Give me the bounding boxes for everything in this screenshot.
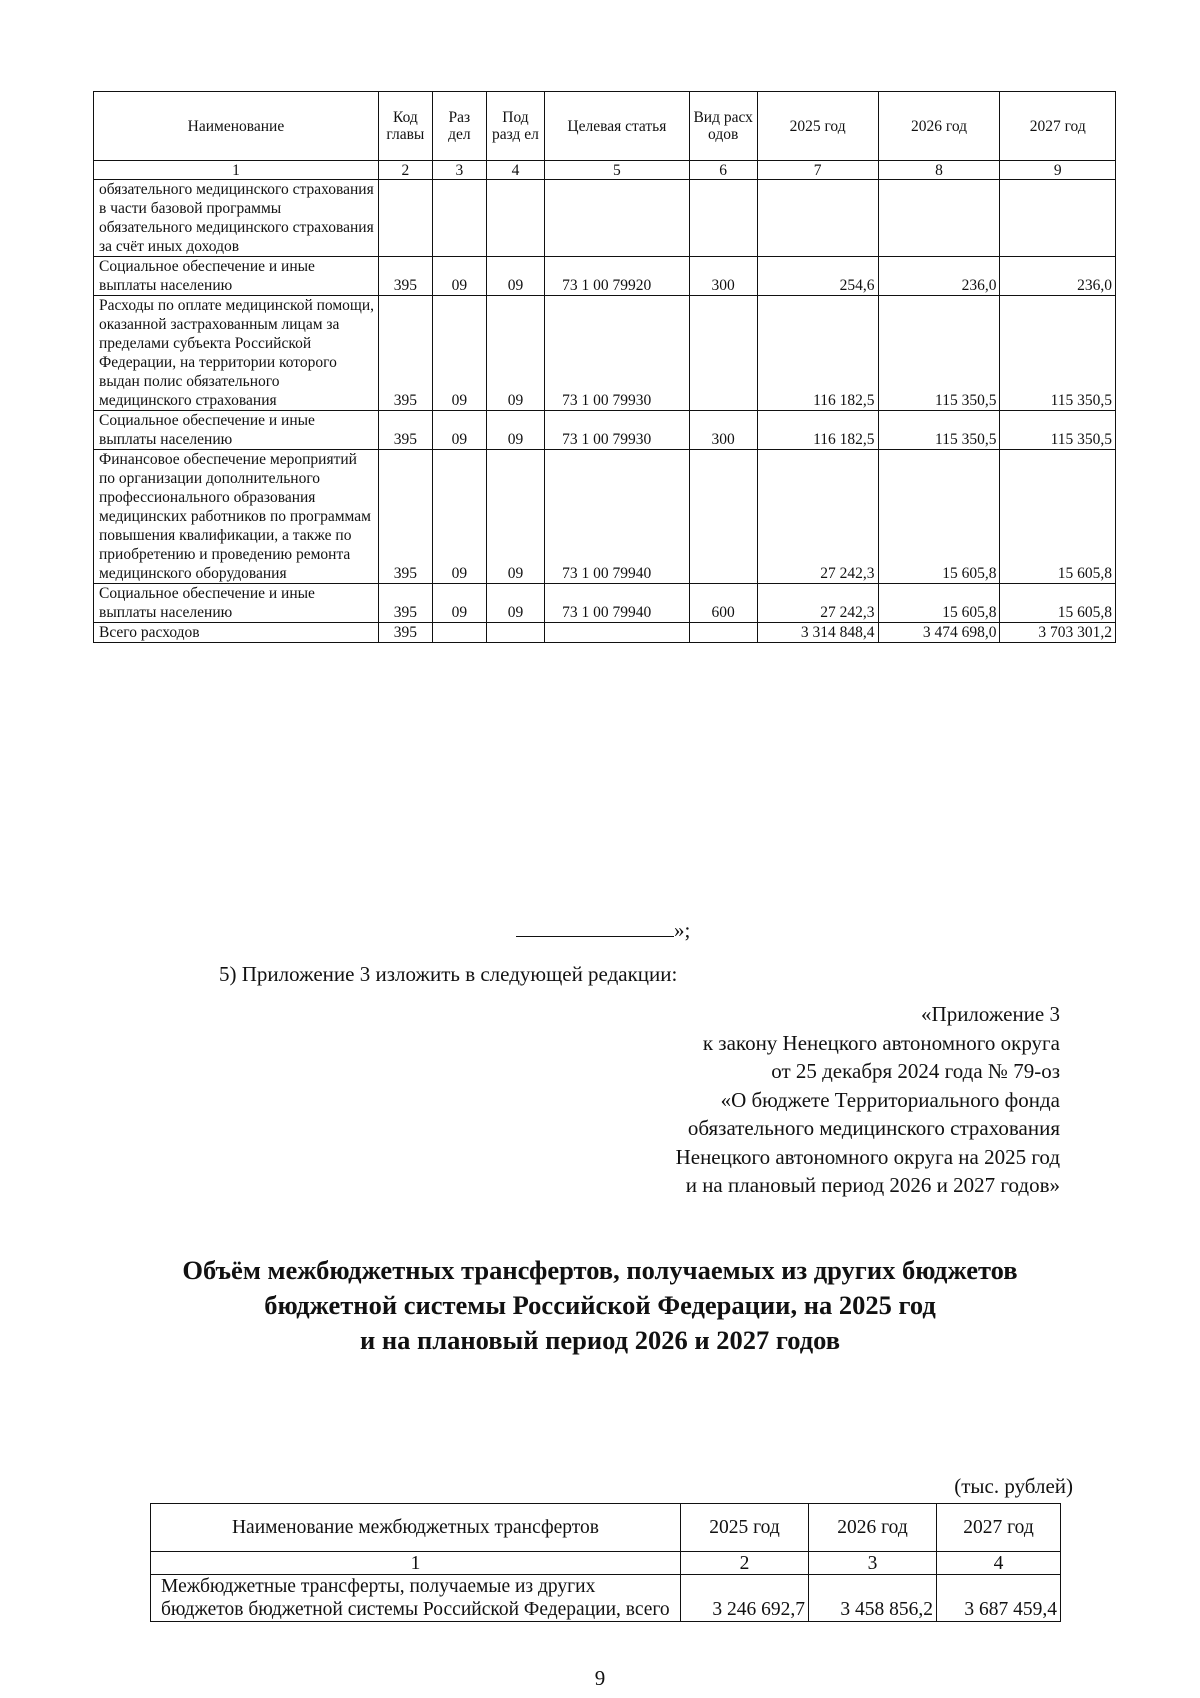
row-podrazdel: 09 [486,411,544,450]
col-num: 4 [937,1552,1061,1575]
header-2025: 2025 год [757,92,878,161]
row-razdel [432,623,486,643]
row-statya [545,623,690,643]
row-vid [689,296,757,411]
table-row [94,257,1116,296]
row-vid: 300 [689,257,757,296]
row-kod: 395 [378,296,432,411]
separator-line [516,918,674,937]
row-razdel: 09 [432,411,486,450]
appendix-line: «О бюджете Территориального фонда [720,1087,1060,1112]
appendix-line: обязательного медицинского страхования [687,1116,1060,1140]
title-line: бюджетной системы Российской Федерации, на 2025 год [264,1290,936,1320]
row-podrazdel [486,180,544,257]
appendix-line: к закону Ненецкого автономного округа [702,1030,1060,1055]
table-row [94,450,1116,584]
row-podrazdel: 09 [486,584,544,623]
header-2027: 2027 год [1000,92,1116,161]
row-2027: 15 605,8 [1000,584,1116,623]
header-2027: 2027 год [937,1504,1061,1552]
page-number: 9 [594,1666,606,1690]
row-2026: 15 605,8 [878,450,1000,584]
row-kod [378,180,432,257]
header-2025: 2025 год [681,1504,809,1552]
row-name: Всего расходов [94,623,379,643]
table-row [94,584,1116,623]
row-statya: 73 1 00 79940 [545,584,690,623]
row-statya: 73 1 00 79930 [545,296,690,411]
row-name: Социальное обеспечение и иные выплаты населению [94,584,379,623]
header-kod: Код главы [378,92,432,161]
row-2025: 254,6 [757,257,878,296]
col-num: 8 [878,161,1000,180]
row-2025: 27 242,3 [757,584,878,623]
units-label: (тыс. рублей) [954,1474,1073,1498]
row-statya: 73 1 00 79920 [545,257,690,296]
table-row [94,296,1116,411]
document-title [100,1253,1100,1358]
row-name: Социальное обеспечение и иные выплаты населению [94,257,379,296]
row-kod: 395 [378,411,432,450]
row-2025: 3 246 692,7 [681,1575,809,1622]
row-podrazdel [486,623,544,643]
expenses-table [93,91,1116,643]
row-2026: 3 458 856,2 [809,1575,937,1622]
col-num: 3 [809,1552,937,1575]
col-num: 1 [94,161,379,180]
table-row [94,411,1116,450]
title-line: и на плановый период 2026 и 2027 годов [359,1325,841,1355]
closing-separator [516,918,690,943]
row-2025: 116 182,5 [757,411,878,450]
row-name: Финансовое обеспечение мероприятий по организации дополнительного профессионального образования медицинских работников по программам повышения квалификации, а также по приобретению и проведению ремонта медицинского оборудования [94,450,379,584]
header-vid: Вид расх одов [689,92,757,161]
col-num: 3 [432,161,486,180]
header-2026: 2026 год [809,1504,937,1552]
row-2026: 115 350,5 [878,296,1000,411]
appendix-header [460,1000,1060,1200]
row-statya: 73 1 00 79940 [545,450,690,584]
transfers-table [150,1503,1061,1622]
col-num: 9 [1000,161,1116,180]
row-kod: 395 [378,257,432,296]
row-vid [689,180,757,257]
row-statya [545,180,690,257]
row-razdel: 09 [432,450,486,584]
row-name: Расходы по оплате медицинской помощи, оказанной застрахованным лицам за пределами субъекта Российской Федерации, на территории которого выдан полис обязательного медицинского страхования [94,296,379,411]
row-vid: 600 [689,584,757,623]
row-2026: 15 605,8 [878,584,1000,623]
header-2026: 2026 год [878,92,1000,161]
col-num: 5 [545,161,690,180]
header-name: Наименование межбюджетных трансфертов [151,1504,681,1552]
total-row [94,623,1116,643]
row-podrazdel: 09 [486,296,544,411]
appendix-line: от 25 декабря 2024 года № 79-оз [771,1059,1060,1083]
amendment-paragraph: 5) Приложение 3 изложить в следующей редакции: [219,962,678,986]
row-2025: 116 182,5 [757,296,878,411]
col-num: 4 [486,161,544,180]
row-razdel: 09 [432,584,486,623]
row-2025 [757,180,878,257]
col-num: 6 [689,161,757,180]
row-2025: 27 242,3 [757,450,878,584]
row-2027 [1000,180,1116,257]
row-2027: 115 350,5 [1000,296,1116,411]
row-2026 [878,180,1000,257]
row-name: Межбюджетные трансферты, получаемые из других бюджетов бюджетной системы Российской Федерации, всего [151,1575,681,1622]
col-num: 2 [681,1552,809,1575]
row-2027: 3 703 301,2 [1000,623,1116,643]
header-name: Наименование [94,92,379,161]
row-podrazdel: 09 [486,257,544,296]
header-podrazdel: Под разд ел [486,92,544,161]
table-header-row [151,1504,1061,1552]
row-kod: 395 [378,450,432,584]
table-row [94,180,1116,257]
row-kod: 395 [378,584,432,623]
col-num: 7 [757,161,878,180]
closing-quote: »; [674,918,691,942]
row-razdel: 09 [432,257,486,296]
header-statya: Целевая статья [545,92,690,161]
row-2027: 236,0 [1000,257,1116,296]
row-2027: 3 687 459,4 [937,1575,1061,1622]
row-statya: 73 1 00 79930 [545,411,690,450]
appendix-line: «Приложение 3 [921,1002,1060,1026]
column-number-row [151,1552,1061,1575]
table-header-row [94,92,1116,161]
row-2027: 15 605,8 [1000,450,1116,584]
column-number-row [94,161,1116,180]
table-row [151,1575,1061,1622]
row-podrazdel: 09 [486,450,544,584]
row-vid [689,450,757,584]
row-razdel: 09 [432,296,486,411]
row-2025: 3 314 848,4 [757,623,878,643]
row-kod: 395 [378,623,432,643]
row-vid [689,623,757,643]
title-line: Объём межбюджетных трансфертов, получаемых из других бюджетов [182,1255,1018,1285]
col-num: 2 [378,161,432,180]
row-name: обязательного медицинского страхования в части базовой программы обязательного медицинского страхования за счёт иных доходов [94,180,379,257]
header-razdel: Раз дел [432,92,486,161]
appendix-line: Ненецкого автономного округа на 2025 год [675,1144,1060,1169]
row-razdel [432,180,486,257]
row-2026: 115 350,5 [878,411,1000,450]
row-name: Социальное обеспечение и иные выплаты населению [94,411,379,450]
col-num: 1 [151,1552,681,1575]
row-2027: 115 350,5 [1000,411,1116,450]
appendix-line: и на плановый период 2026 и 2027 годов» [685,1173,1060,1197]
row-2026: 236,0 [878,257,1000,296]
row-vid: 300 [689,411,757,450]
row-2026: 3 474 698,0 [878,623,1000,643]
